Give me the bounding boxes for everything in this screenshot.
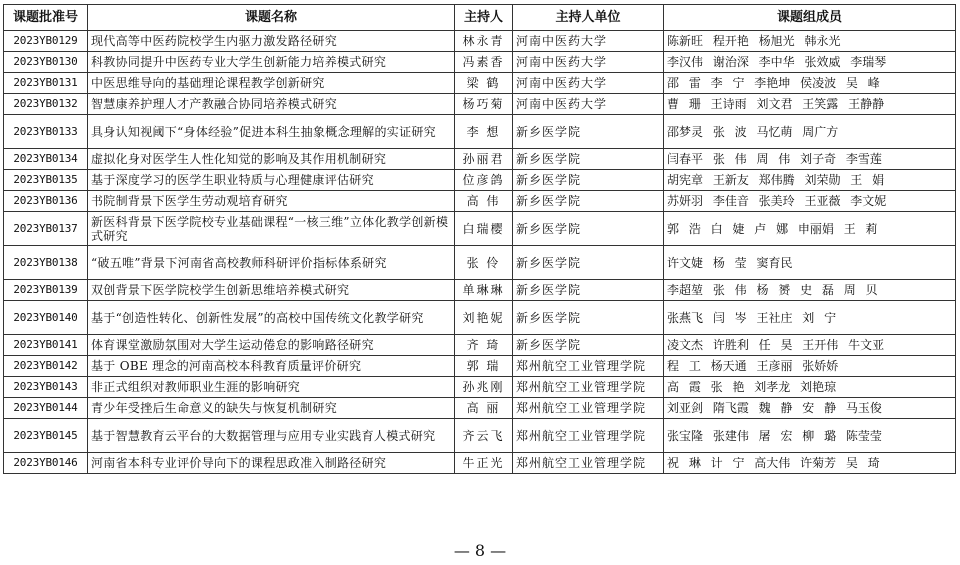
table-row <box>4 356 956 377</box>
cell-title: 新医科背景下医学院校专业基础课程“一核三维”立体化教学创新模式研究 <box>88 212 455 246</box>
cell-host: 李 想 <box>455 115 513 149</box>
cell-host: 齐 琦 <box>455 335 513 356</box>
cell-title: 书院制背景下医学生劳动观培育研究 <box>88 191 455 212</box>
cell-unit: 河南中医药大学 <box>513 31 664 52</box>
cell-members: 凌文杰 许胜利 任 昊 王开伟 牛文亚 <box>664 335 956 356</box>
table-row <box>4 246 956 280</box>
cell-title: “破五唯”背景下河南省高校教师科研评价指标体系研究 <box>88 246 455 280</box>
cell-unit: 新乡医学院 <box>513 191 664 212</box>
cell-title: 青少年受挫后生命意义的缺失与恢复机制研究 <box>88 398 455 419</box>
cell-title: 河南省本科专业评价导向下的课程思政准入制路径研究 <box>88 453 455 474</box>
cell-unit: 郑州航空工业管理学院 <box>513 398 664 419</box>
cell-title: 双创背景下医学院校学生创新思维培养模式研究 <box>88 280 455 301</box>
cell-unit: 河南中医药大学 <box>513 73 664 94</box>
page-number: — 8 — <box>453 541 507 560</box>
table-row <box>4 301 956 335</box>
cell-unit: 新乡医学院 <box>513 246 664 280</box>
project-table <box>3 4 956 474</box>
cell-members: 张燕飞 闫 岑 王社庄 刘 宁 <box>664 301 956 335</box>
cell-code: 2023YB0140 <box>4 301 88 335</box>
cell-code: 2023YB0143 <box>4 377 88 398</box>
cell-code: 2023YB0138 <box>4 246 88 280</box>
cell-code: 2023YB0146 <box>4 453 88 474</box>
cell-host: 位彦鸽 <box>455 170 513 191</box>
cell-code: 2023YB0131 <box>4 73 88 94</box>
table-row <box>4 377 956 398</box>
cell-members: 苏妍羽 李佳音 张美玲 王亚薇 李文妮 <box>664 191 956 212</box>
table-row <box>4 453 956 474</box>
cell-members: 程 工 杨天通 王彦丽 张娇娇 <box>664 356 956 377</box>
cell-host: 梁 鹤 <box>455 73 513 94</box>
table-row <box>4 419 956 453</box>
cell-unit: 新乡医学院 <box>513 115 664 149</box>
cell-unit: 新乡医学院 <box>513 335 664 356</box>
cell-title: 基于深度学习的医学生职业特质与心理健康评估研究 <box>88 170 455 191</box>
cell-members: 闫春平 张 伟 周 伟 刘子奇 李雪莲 <box>664 149 956 170</box>
cell-host: 孙兆刚 <box>455 377 513 398</box>
cell-title: 智慧康养护理人才产教融合协同培养模式研究 <box>88 94 455 115</box>
cell-code: 2023YB0135 <box>4 170 88 191</box>
cell-host: 张 伶 <box>455 246 513 280</box>
table-row <box>4 73 956 94</box>
cell-code: 2023YB0134 <box>4 149 88 170</box>
cell-members: 祝 琳 计 宁 高大伟 许菊芳 吴 琦 <box>664 453 956 474</box>
cell-unit: 河南中医药大学 <box>513 94 664 115</box>
table-header-row <box>4 5 956 31</box>
table-row <box>4 398 956 419</box>
cell-code: 2023YB0132 <box>4 94 88 115</box>
table-row <box>4 280 956 301</box>
cell-members: 胡宪章 王新友 郑伟腾 刘荣勋 王 娟 <box>664 170 956 191</box>
cell-title: 非正式组织对教师职业生涯的影响研究 <box>88 377 455 398</box>
table-row <box>4 149 956 170</box>
cell-title: 虚拟化身对医学生人性化知觉的影响及其作用机制研究 <box>88 149 455 170</box>
cell-code: 2023YB0130 <box>4 52 88 73</box>
cell-title: 基于 OBE 理念的河南高校本科教育质量评价研究 <box>88 356 455 377</box>
cell-host: 牛正光 <box>455 453 513 474</box>
cell-members: 曹 珊 王诗雨 刘文君 王笑露 王静静 <box>664 94 956 115</box>
cell-code: 2023YB0136 <box>4 191 88 212</box>
cell-unit: 河南中医药大学 <box>513 52 664 73</box>
cell-unit: 郑州航空工业管理学院 <box>513 453 664 474</box>
cell-members: 李汉伟 谢治深 李中华 张效威 李瑞琴 <box>664 52 956 73</box>
header-title: 课题名称 <box>88 5 455 31</box>
cell-code: 2023YB0141 <box>4 335 88 356</box>
header-members: 课题组成员 <box>664 5 956 31</box>
cell-title: 基于“创造性转化、创新性发展”的高校中国传统文化教学研究 <box>88 301 455 335</box>
cell-members: 李超堃 张 伟 杨 赟 史 磊 周 贝 <box>664 280 956 301</box>
cell-code: 2023YB0139 <box>4 280 88 301</box>
header-unit: 主持人单位 <box>513 5 664 31</box>
cell-host: 齐云飞 <box>455 419 513 453</box>
cell-host: 孙丽君 <box>455 149 513 170</box>
cell-unit: 新乡医学院 <box>513 212 664 246</box>
cell-members: 陈新旺 程开艳 杨旭光 韩永光 <box>664 31 956 52</box>
table-row <box>4 52 956 73</box>
cell-code: 2023YB0144 <box>4 398 88 419</box>
cell-host: 高 丽 <box>455 398 513 419</box>
cell-members: 张宝隆 张建伟 屠 宏 柳 璐 陈莹莹 <box>664 419 956 453</box>
cell-members: 郭 浩 白 婕 卢 娜 申丽娟 王 莉 <box>664 212 956 246</box>
cell-host: 白瑞樱 <box>455 212 513 246</box>
cell-title: 体育课堂激励氛围对大学生运动倦怠的影响路径研究 <box>88 335 455 356</box>
table-row <box>4 191 956 212</box>
cell-title: 基于智慧教育云平台的大数据管理与应用专业实践育人模式研究 <box>88 419 455 453</box>
cell-members: 邵 雷 李 宁 李艳坤 侯凌波 吴 峰 <box>664 73 956 94</box>
cell-title: 中医思维导向的基础理论课程教学创新研究 <box>88 73 455 94</box>
cell-code: 2023YB0145 <box>4 419 88 453</box>
cell-host: 林永青 <box>455 31 513 52</box>
cell-title: 科教协同提升中医药专业大学生创新能力培养模式研究 <box>88 52 455 73</box>
table-row <box>4 170 956 191</box>
cell-members: 邵梦灵 张 波 马忆萌 周广方 <box>664 115 956 149</box>
cell-host: 杨巧菊 <box>455 94 513 115</box>
table-row <box>4 115 956 149</box>
cell-members: 刘亚剑 隋飞霞 魏 静 安 静 马玉俊 <box>664 398 956 419</box>
cell-code: 2023YB0137 <box>4 212 88 246</box>
cell-host: 刘艳妮 <box>455 301 513 335</box>
cell-code: 2023YB0129 <box>4 31 88 52</box>
table-row <box>4 335 956 356</box>
cell-title: 现代高等中医药院校学生内驱力激发路径研究 <box>88 31 455 52</box>
cell-unit: 新乡医学院 <box>513 280 664 301</box>
cell-host: 冯素香 <box>455 52 513 73</box>
cell-host: 高 伟 <box>455 191 513 212</box>
table-row <box>4 31 956 52</box>
cell-members: 高 霞 张 艳 刘孝龙 刘艳琼 <box>664 377 956 398</box>
table-row <box>4 212 956 246</box>
cell-code: 2023YB0133 <box>4 115 88 149</box>
cell-code: 2023YB0142 <box>4 356 88 377</box>
cell-unit: 新乡医学院 <box>513 170 664 191</box>
cell-unit: 新乡医学院 <box>513 149 664 170</box>
cell-members: 许文婕 杨 莹 窦育民 <box>664 246 956 280</box>
cell-host: 郭 瑞 <box>455 356 513 377</box>
header-host: 主持人 <box>455 5 513 31</box>
table-row <box>4 94 956 115</box>
cell-unit: 新乡医学院 <box>513 301 664 335</box>
cell-unit: 郑州航空工业管理学院 <box>513 356 664 377</box>
cell-unit: 郑州航空工业管理学院 <box>513 377 664 398</box>
cell-host: 单琳琳 <box>455 280 513 301</box>
cell-title: 具身认知视阈下“身体经验”促进本科生抽象概念理解的实证研究 <box>88 115 455 149</box>
header-code: 课题批准号 <box>4 5 88 31</box>
cell-unit: 郑州航空工业管理学院 <box>513 419 664 453</box>
